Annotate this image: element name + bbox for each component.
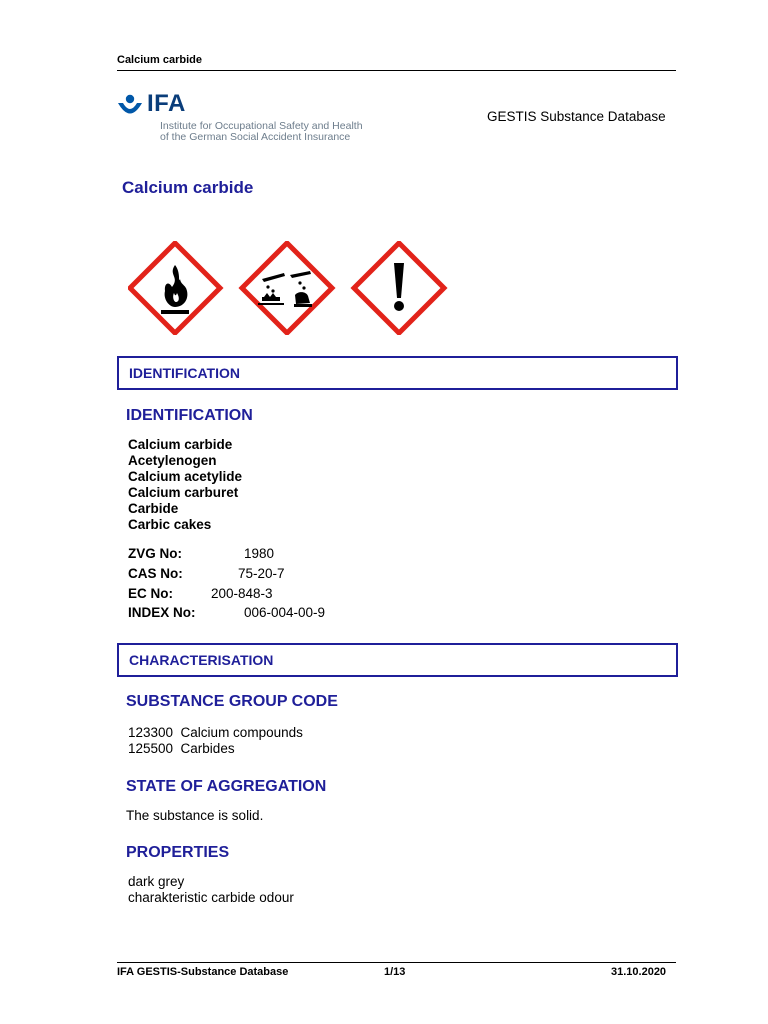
synonym-list — [128, 437, 242, 533]
list-item: dark grey — [128, 874, 185, 889]
substance-group-heading: SUBSTANCE GROUP CODE — [126, 693, 338, 710]
list-item: 125500 Carbides — [128, 741, 235, 756]
id-value: 006-004-00-9 — [244, 605, 326, 620]
list-item: charakteristic carbide odour — [128, 890, 294, 905]
synonym: Carbide — [128, 501, 179, 516]
id-label: EC No: — [128, 586, 173, 601]
id-value: 75-20-7 — [238, 566, 285, 581]
identification-section-box — [117, 356, 678, 390]
id-label: INDEX No: — [128, 605, 196, 620]
characterisation-section-box — [117, 643, 678, 677]
properties-heading: PROPERTIES — [126, 844, 230, 861]
database-name: GESTIS Substance Database — [487, 109, 666, 124]
logo-subtitle: Institute for Occupational Safety and Health of the German Social Accident Insurance — [160, 120, 363, 143]
aggregation-heading: STATE OF AGGREGATION — [126, 778, 327, 795]
index-number-row — [128, 605, 326, 620]
identification-heading: IDENTIFICATION — [126, 407, 253, 424]
zvg-number-row — [128, 546, 275, 561]
synonym: Calcium carbide — [128, 437, 233, 452]
id-label: ZVG No: — [128, 546, 182, 561]
id-value: 200-848-3 — [211, 586, 273, 601]
section-label: IDENTIFICATION — [129, 365, 240, 381]
footer-page-number: 1/13 — [384, 966, 406, 978]
substance-group-list — [128, 725, 303, 757]
header-rule — [117, 70, 676, 71]
corrosion-icon — [242, 243, 332, 333]
properties-list — [128, 874, 294, 906]
exclamation-mark-icon — [354, 243, 444, 333]
footer-date: 31.10.2020 — [611, 966, 667, 978]
running-title: Calcium carbide — [117, 54, 202, 66]
cas-number-row — [128, 566, 285, 581]
ec-number-row — [128, 586, 273, 601]
footer-database: IFA GESTIS-Substance Database — [117, 966, 289, 978]
page-title: Calcium carbide — [122, 178, 254, 197]
synonym: Carbic cakes — [128, 517, 212, 532]
list-item: 123300 Calcium compounds — [128, 725, 303, 740]
aggregation-text: The substance is solid. — [126, 808, 264, 823]
logo-name: IFA — [147, 90, 186, 117]
id-value: 1980 — [244, 546, 275, 561]
synonym: Acetylenogen — [128, 453, 217, 468]
ifa-logo — [117, 90, 377, 146]
id-label: CAS No: — [128, 566, 183, 581]
ghs-pictograms — [128, 241, 448, 335]
flame-icon — [130, 243, 220, 333]
synonym: Calcium carburet — [128, 485, 239, 500]
synonym: Calcium acetylide — [128, 469, 243, 484]
footer-rule — [117, 962, 676, 963]
section-label: CHARACTERISATION — [129, 652, 274, 668]
